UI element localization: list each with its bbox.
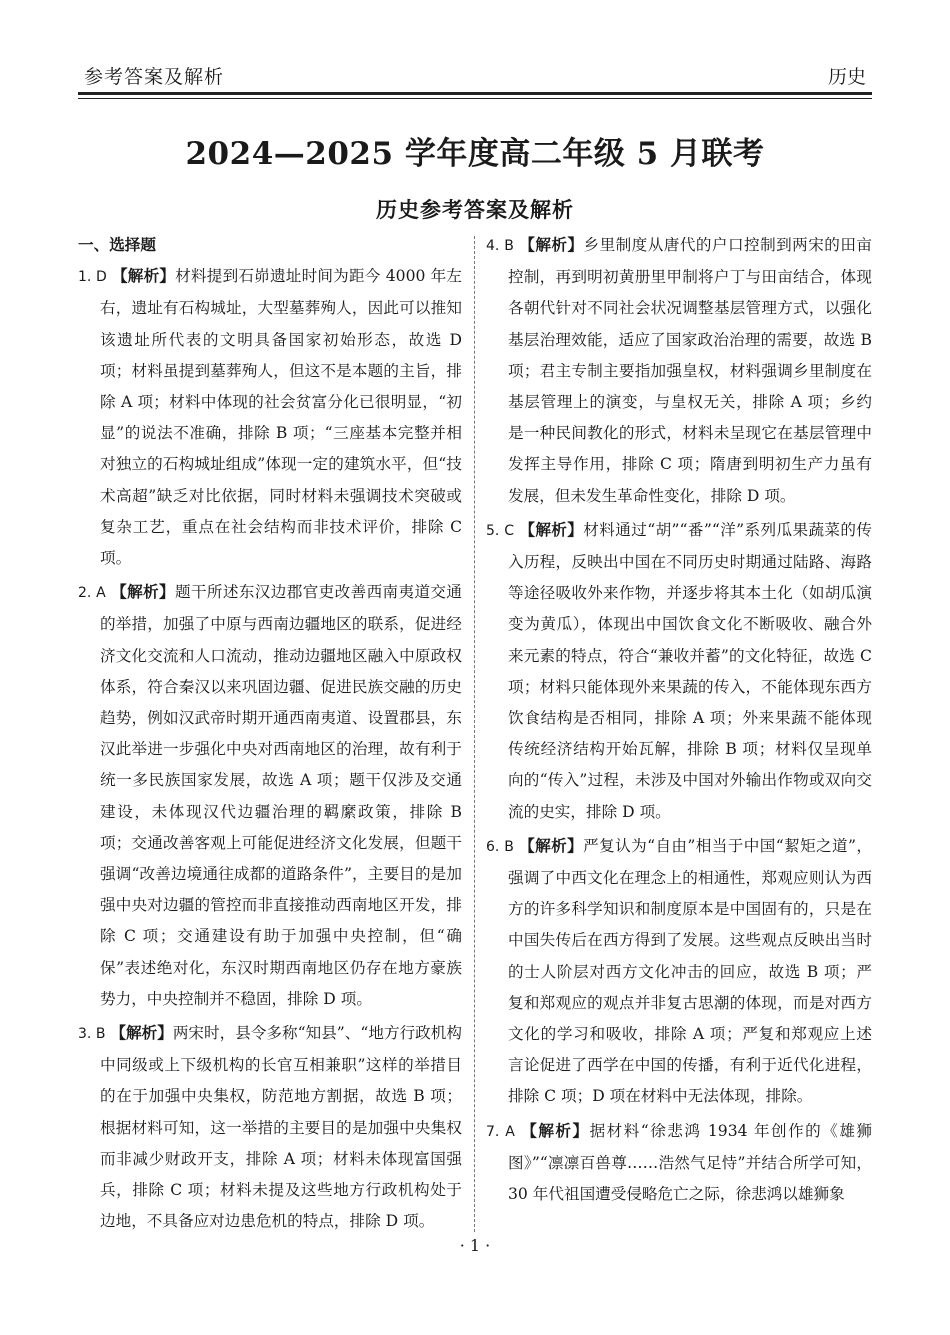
item-number: 5. C: [486, 522, 514, 539]
item-text: 材料通过“胡”“番”“洋”系列瓜果蔬菜的传入历程，反映出中国在不同历史时期通过陆路、海路等途径吸收外来作物，并逐步将其本土化（如胡瓜演变为黄瓜），体现出中国饮食文化不断吸收、融合外来元素的特点，符合“兼收并蓄”的文化特征，故选 C 项；材料只能体现外来果蔬的传入，不能体现东西方饮食结构是否相同，排除 A 项；外来果蔬不能体现传统经济结构开始瓦解，排除 B 项；材料仅呈现单向的“传入”过程，未涉及中国对外输出作物或双向交流的史实，排除 D 项。: [508, 520, 872, 821]
page-number: · 1 ·: [459, 1236, 491, 1255]
right-column: [486, 229, 872, 1212]
item-number: 3. B: [78, 1026, 106, 1043]
header-right: 历史: [827, 66, 866, 88]
item-number: 2. A: [78, 585, 106, 602]
item-text: 两宋时，县令多称“知县”、“地方行政机构中同级或上下级机构的长官互相兼职”这样的举措目的在于加强中央集权，防范地方割据，故选 B 项；根据材料可知，这一举措的主要目的是加强中央集权而非减少财政开支，排除 A 项；材料未体现富国强兵，排除 C 项；材料未提及这些地方行政机构处于边地，不具备应对边患危机的特点，排除 D 项。: [100, 1024, 462, 1231]
item-number: 1. D: [78, 269, 107, 286]
answer-item-3: [78, 1017, 462, 1237]
analysis-label: 【解析】: [110, 1023, 173, 1043]
page-title: 2024—2025 学年度高二年级 5 月联考: [185, 136, 765, 172]
answer-item-6: [486, 830, 872, 1113]
item-text: 乡里制度从唐代的户口控制到两宋的田亩控制，再到明初黄册里甲制将户丁与田亩结合，体现各朝代针对不同社会状况调整基层管理方式，以强化基层治理效能，适应了国家政治治理的需要，故选 B 项；君主专制主要指加强皇权，材料强调乡里制度在基层管理上的演变，与皇权无关，排除 A 项；乡约是一种民间教化的形式，材料未呈现它在基层管理中发挥主导作用，排除 C 项；隋唐到明初生产力虽有发展，但未发生革命性变化，排除 D 项。: [508, 236, 872, 505]
answer-item-1: [78, 260, 462, 574]
item-number: 7. A: [486, 1123, 515, 1140]
analysis-label: 【解析】: [111, 266, 176, 286]
answer-item-7: [486, 1115, 872, 1211]
analysis-label: 【解析】: [519, 835, 584, 855]
item-text: 据材料“徐悲鸿 1934 年创作的《雄狮图》”“凛凛百兽尊……浩然气足恃”并结合所学可知，30 年代祖国遭受侵略危亡之际，徐悲鸿以雄狮象: [508, 1121, 872, 1204]
item-text: 题干所述东汉边郡官吏改善西南夷道交通的举措，加强了中原与西南边疆地区的联系，促进经济文化交流和人口流动，推动边疆地区融入中原政权体系，符合秦汉以来巩固边疆、促进民族交融的历史趋势，例如汉武帝时期开通西南夷道、设置郡县，东汉此举进一步强化中央对西南地区的治理，故有利于统一多民族国家发展，故选 A 项；题干仅涉及交通建设，未体现汉代边疆治理的羁縻政策，排除 B 项；交通改善客观上可能促进经济文化发展，但题干强调“改善边境通往成都的道路条件”，主要目的是加强中央对边疆的管控而非直接推动西南地区开发，排除 C 项；交通建设有助于加强中央控制，但“确保”表述绝对化，东汉时期西南地区仍存在地方豪族势力，中央控制并不稳固，排除 D 项。: [100, 583, 462, 1008]
analysis-label: 【解析】: [111, 582, 175, 602]
left-column: [78, 229, 462, 1239]
item-number: 4. B: [486, 238, 514, 254]
item-text: 材料提到石峁遗址时间为距今 4000 年左右，遗址有石构城址，大型墓葬殉人，因此可以推知该遗址所代表的文明具备国家初始形态，故选 D 项；材料虽提到墓葬殉人，但这不是本题的主旨，排除 A 项；材料中体现的社会贫富分化已很明显，“初显”的说法不准确，排除 B 项；“三座基本完整并相对独立的石构城址组成”体现一定的建筑水平，但“技术高超”缺乏对比依据，同时材料未强调技术突破或复杂工艺，重点在社会结构而非技术评价，排除 C 项。: [100, 267, 462, 568]
answer-item-4: [486, 229, 872, 512]
answer-item-5: [486, 514, 872, 828]
answer-item-2: [78, 576, 462, 1015]
analysis-label: 【解析】: [519, 235, 584, 254]
item-text: 严复认为“自由”相当于中国“絜矩之道”，强调了中西文化在理念上的相通性，郑观应则认为西方的许多科学知识和制度原本是中国固有的，只是在中国失传后在西方得到了发展。这些观点反映出当时的士人阶层对西方文化冲击的回应，故选 B 项；严复和郑观应的观点并非复古思潮的体现，而是对西方文化的学习和吸收，排除 A 项；严复和郑观应上述言论促进了西学在中国的传播，有利于近代化进程，排除 C 项；D 项在材料中无法体现，排除。: [508, 836, 872, 1106]
header-rule-thin: [78, 98, 872, 99]
section-heading: 一、选择题: [78, 235, 156, 254]
page-subtitle: 历史参考答案及解析: [376, 197, 574, 222]
analysis-label: 【解析】: [519, 519, 584, 539]
header-rule-thick: [78, 92, 872, 95]
item-number: 6. B: [486, 838, 514, 855]
column-divider: [474, 236, 475, 1232]
header-left: 参考答案及解析: [84, 66, 225, 88]
analysis-label: 【解析】: [521, 1120, 590, 1140]
